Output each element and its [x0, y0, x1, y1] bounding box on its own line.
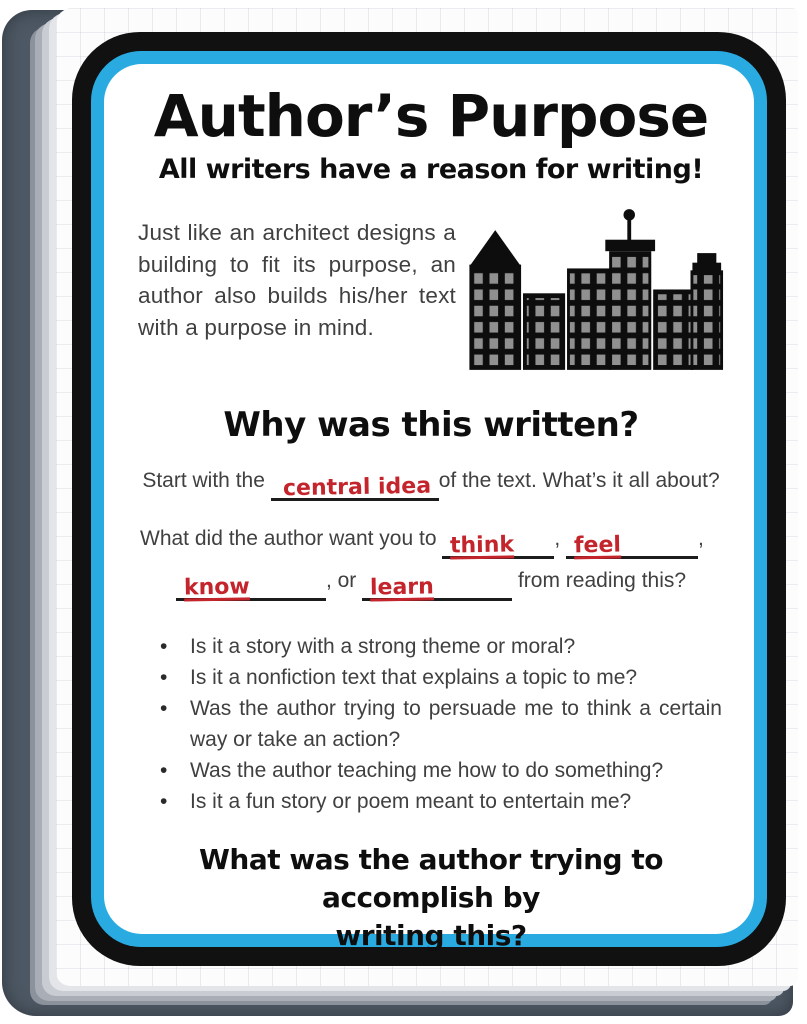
- start-with-line: [134, 469, 728, 501]
- question-before-text: What did the author want you to: [140, 527, 437, 550]
- list-item: • Is it a nonfiction text that explains a topic to me?: [158, 662, 722, 693]
- list-item: • Is it a story with a strong theme or moral?: [158, 631, 722, 662]
- feel-blank: [566, 532, 698, 559]
- closing-heading: [134, 841, 728, 955]
- worksheet-card-content: [104, 64, 754, 952]
- comma-2: ,: [698, 527, 704, 550]
- page-subtitle: All writers have a reason for writing!: [158, 154, 704, 185]
- intro-section: [134, 217, 728, 375]
- question-after-text: from reading this?: [517, 569, 687, 592]
- or-text: , or: [325, 569, 357, 592]
- page-title: Author’s Purpose: [153, 82, 709, 150]
- central-idea-answer: central idea: [282, 473, 431, 502]
- city-skyline-illustration: [456, 203, 724, 375]
- feel-answer: feel: [573, 532, 622, 559]
- list-item: • Is it a fun story or poem meant to entertain me?: [158, 786, 722, 817]
- list-item: • Was the author trying to persuade me to think a certain way or take an action?: [158, 693, 722, 755]
- start-before-text: Start with the: [142, 469, 265, 492]
- think-answer: think: [450, 532, 515, 559]
- notebook-page: [56, 8, 798, 986]
- learn-answer: learn: [369, 574, 435, 601]
- comma-1: ,: [554, 527, 561, 550]
- worksheet-card-black-border: [72, 32, 786, 966]
- worksheet-card-blue-border: [91, 51, 767, 952]
- why-written-heading: Why was this written?: [223, 405, 639, 445]
- city-skyline-icon: [456, 203, 724, 375]
- purpose-checklist: [134, 631, 728, 817]
- closing-heading-line2: writing this?: [335, 919, 527, 952]
- know-answer: know: [183, 574, 250, 601]
- question-line-2: [134, 569, 728, 601]
- know-blank: [176, 574, 326, 601]
- think-blank: [442, 532, 554, 559]
- start-after-text: of the text. What’s it all about?: [438, 469, 720, 492]
- list-item: • Was the author teaching me how to do something?: [158, 755, 722, 786]
- central-idea-blank: [271, 474, 439, 501]
- learn-blank: [362, 574, 512, 601]
- intro-paragraph: Just like an architect designs a building to fit its purpose, an author also builds his/her text with a purpose in mind.: [138, 220, 456, 340]
- question-line-1: [134, 527, 728, 559]
- closing-heading-line1: What was the author trying to accomplish by: [199, 843, 663, 914]
- author-want-question: [134, 527, 728, 601]
